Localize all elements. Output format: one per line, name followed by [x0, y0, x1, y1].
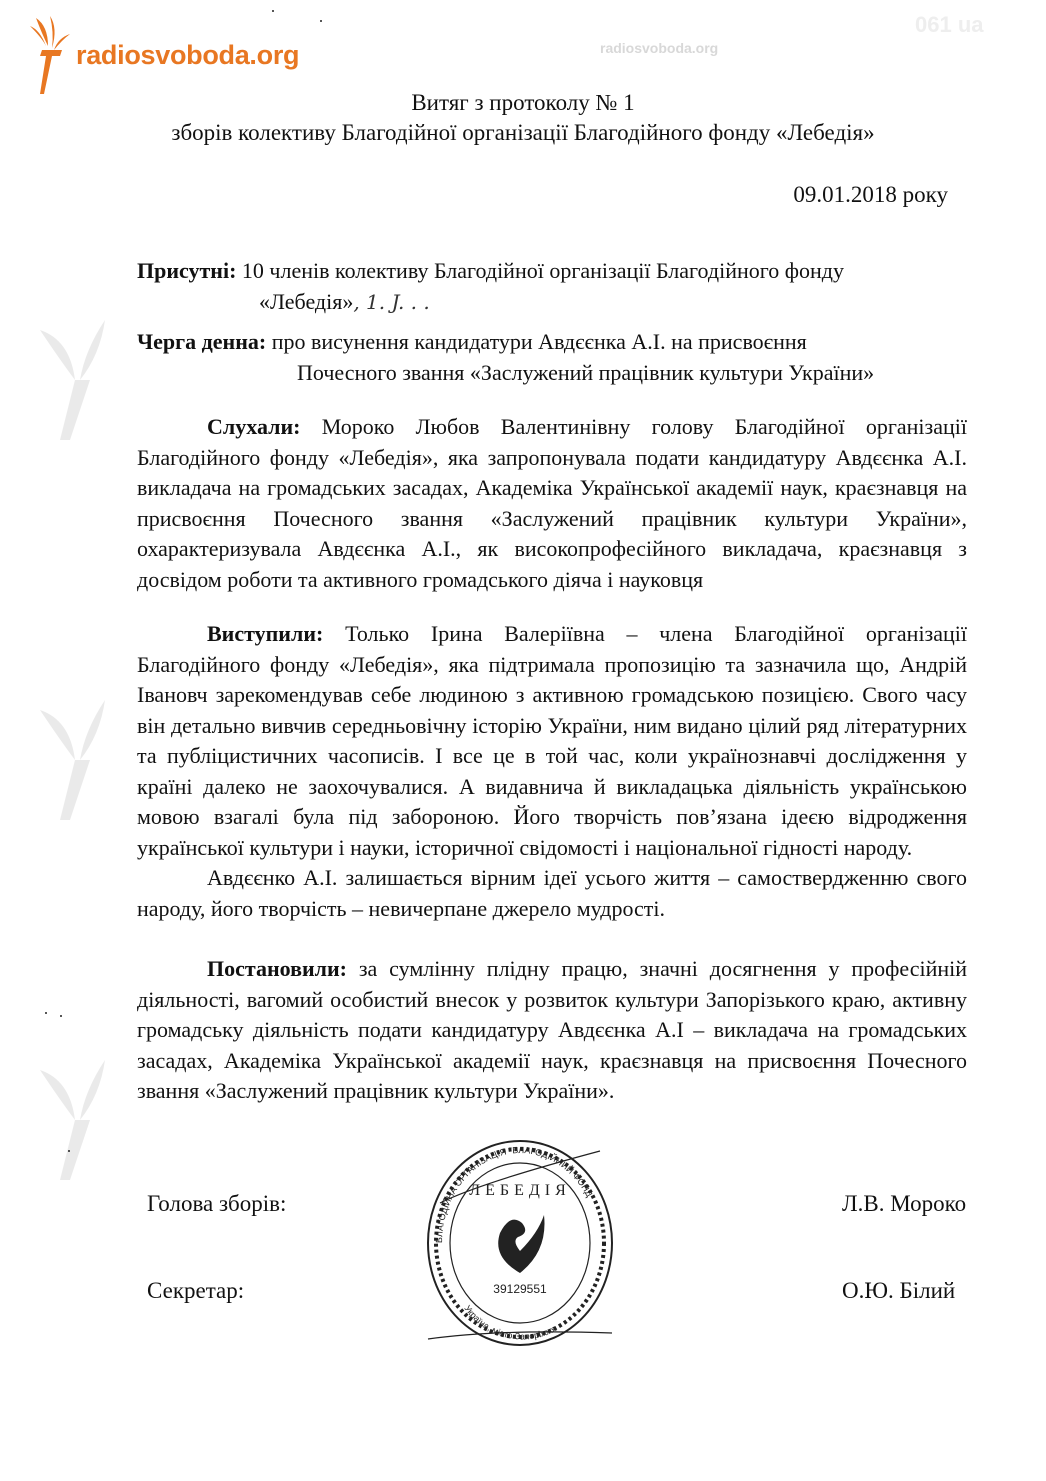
- spoke-section: [137, 619, 967, 863]
- chair-name: Л.В. Мороко: [842, 1190, 967, 1216]
- spoke-text-2: Авдєєнко А.І. залишається вірним ідеї усього життя – самоствердженню свого народу, його творчість – невичерпане джерело мудрості.: [137, 865, 967, 921]
- torch-icon: [28, 16, 72, 94]
- present-label: Присутні:: [137, 258, 237, 283]
- handwritten-note: , 1. J. . .: [353, 289, 430, 314]
- document-body: [0, 88, 1046, 1373]
- resolved-text: за сумлінну плідну працю, значні досягнення у професійній діяльності, вагомий особистий внесок у розвиток культури Запорізького краю, активну громадську діяльність подати кандидатуру Авдєєнка А.І – викладача на громадських засадах, Академіка Української академії наук, краєзнавця на присвоєння Почесного звання «Заслужений працівник культури України».: [137, 956, 968, 1103]
- document-subtitle: зборів колективу Благодійної організації Благодійного фонду «Лебедія»: [171, 120, 875, 145]
- scan-speck: [320, 20, 322, 22]
- secretary-label: Секретар:: [147, 1277, 245, 1303]
- secretary-name: О.Ю. Білий: [842, 1277, 956, 1303]
- agenda-text-2: Почесного звання «Заслужений працівник культури України»: [297, 359, 875, 385]
- stamp-code: 39129551: [493, 1281, 547, 1296]
- heard-text: Мороко Любов Валентинівну голову Благодійної організації Благодійного фонду «Лебедія», яка запропонувала подати кандидатуру Авдєєнка А.І. викладача на громадських засадах, Академіка Української академії наук, краєзнавця на присвоєння Почесного звання «Заслужений працівник культури України», охарактеризувала Авдєєнка А.І., як високопрофесійного викладача, краєзнавця з досвідом роботи та активного громадського діяча і науковця: [137, 414, 967, 592]
- stamp-outer-text: БЛАГОДІЙНА ОРГАНІЗАЦІЯ "БЛАГОДІЙНИЙ ФОНД: [433, 1144, 595, 1243]
- document-title: Витяг з протоколу № 1: [411, 90, 635, 115]
- scan-speck: [272, 10, 274, 12]
- agenda-section: [137, 327, 967, 388]
- logo-text: radiosvoboda.org: [76, 39, 300, 70]
- document-date: 09.01.2018 року: [793, 182, 948, 207]
- present-section: [137, 256, 967, 317]
- resolved-section: [137, 954, 967, 1107]
- agenda-label: Черга денна:: [137, 329, 267, 354]
- watermark-text: radiosvoboda.org: [600, 40, 719, 56]
- spoke-label: Виступили:: [207, 621, 324, 646]
- agenda-text: про висунення кандидатури Авдєєнка А.І. на присвоєння: [271, 329, 807, 354]
- spoke-text: Только Ірина Валеріївна – члена Благодійної організації Благодійного фонду «Лебедія», яка підтримала пропозицію та зазначила що, Андрій Івановч зарекомендував себе людиною з активною громадською позицією. Свого часу він детально вивчив середньовічну історію України, ним видано цілий ряд літературних та публіцистичних часописів. І все це в той час, коли українознавчі дослідження у країні далеко не заохочувалися. А видавнича й викладацька діяльність українською мовою взагалі була під забороною. Його творчість пов’язана ідеєю відродження української культури і науки, історичної свідомості і національної гідності народу.: [137, 621, 968, 860]
- heard-section: [137, 412, 967, 595]
- present-text: 10 членів колективу Благодійної організації Благодійного фонду: [241, 258, 844, 283]
- signature-area: [0, 1133, 1046, 1373]
- stamp-center-text: ЛЕБЕДІЯ: [469, 1181, 571, 1199]
- heard-label: Слухали:: [207, 414, 301, 439]
- resolved-label: Постановили:: [207, 956, 347, 981]
- organization-stamp: [420, 1133, 620, 1353]
- present-org: «Лебедія»: [259, 288, 354, 314]
- spoke-section-2: [137, 863, 967, 924]
- chair-label: Голова зборів:: [147, 1190, 287, 1216]
- radiosvoboda-logo[interactable]: [28, 16, 299, 94]
- stamp-bottom-text: Україна, місто Запоріжжя: [462, 1302, 559, 1341]
- corner-badge: 061 ua: [915, 12, 984, 37]
